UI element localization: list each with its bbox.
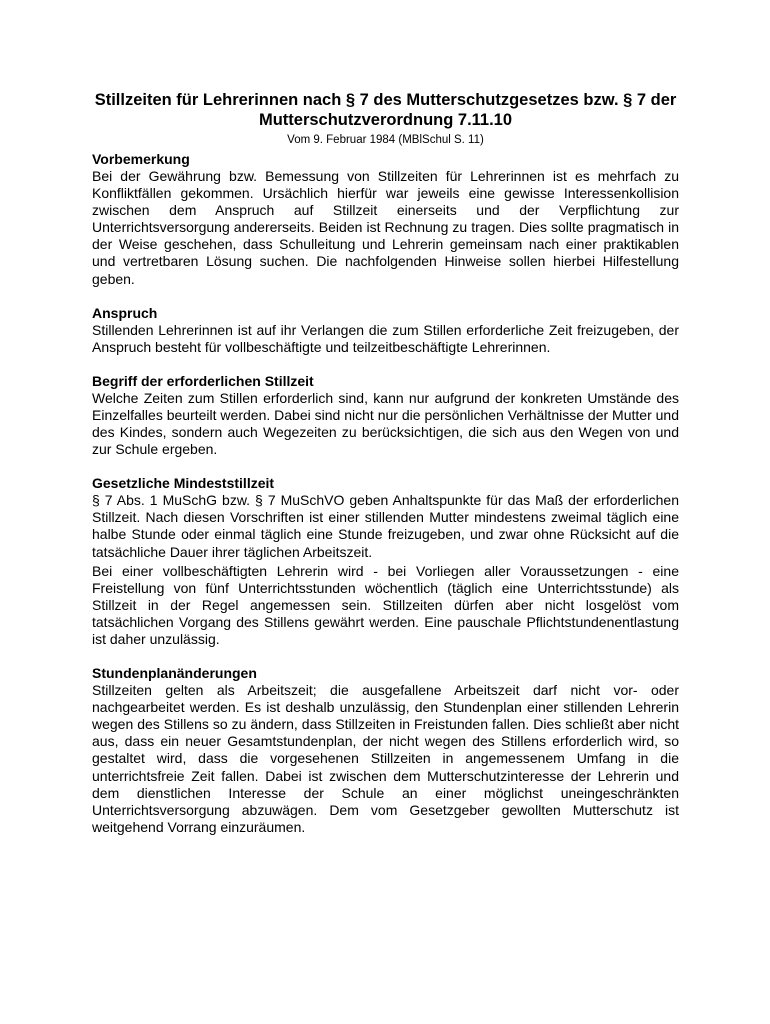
section-mindeststillzeit: [92, 475, 679, 648]
section-heading: Anspruch: [92, 304, 158, 321]
section-begriff-stillzeit: [92, 373, 679, 458]
document-subtitle: Vom 9. Februar 1984 (MBlSchul S. 11): [287, 134, 484, 146]
document-page: [92, 90, 679, 838]
section-vorbemerkung: [92, 151, 679, 288]
section-heading: Begriff der erforderlichen Stillzeit: [92, 372, 314, 389]
section-heading: Gesetzliche Mindeststillzeit: [92, 475, 275, 492]
section-heading: Vorbemerkung: [92, 151, 190, 167]
section-heading: Stundenplanänderungen: [92, 665, 257, 682]
document-title: Stillzeiten für Lehrerinnen nach § 7 des Mutterschutzgesetzes bzw. § 7 der Mutterschutzverordnung 7.11.10: [94, 91, 677, 129]
section-paragraph: Stillzeiten gelten als Arbeitszeit; die ausgefallene Arbeitszeit darf nicht vor- oder nachgearbeitet werden. Es ist deshalb unzulässig, den Stundenplan einer stillenden Lehrerin wegen des Stillens so zu ändern, dass Stillzeiten in Freistunden fallen. Dies schließt aber nicht aus, dass ein neuer Gesamtstundenplan, der nicht wegen des Stillens erforderlich wird, so gestaltet wird, dass die vorgesehenen Stillzeiten in angemessenem Umfang in die unterrichtsfreie Zeit fallen. Dabei ist zwischen dem Mutterschutzinteresse der Lehrerin und dem dienstlichen Interesse der Schule an einer möglichst uneingeschränkten Unterrichtsversorgung abzuwägen. Dem vom Gesetzgeber gewollten Mutterschutz ist weitgehend Vorrang einzuräumen.: [92, 682, 679, 835]
section-paragraph: Stillenden Lehrerinnen ist auf ihr Verlangen die zum Stillen erforderliche Zeit freizugeben, der Anspruch besteht für vollbeschäftigte und teilzeitbeschäftigte Lehrerinnen.: [92, 321, 679, 355]
section-paragraph: Bei der Gewährung bzw. Bemessung von Stillzeiten für Lehrerinnen ist es mehrfach zu Konfliktfällen gekommen. Ursächlich hierfür war jeweils eine gewisse Interessenkollision zwischen dem Anspruch auf Stillzeit einerseits und der Verpflichtung zur Unterrichtsversorgung andererseits. Beiden ist Rechnung zu tragen. Dies sollte pragmatisch in der Weise geschehen, dass Schulleitung und Lehrerin gemeinsam nach einer praktikablen und vertretbaren Lösung suchen. Die nachfolgenden Hinweise sollen hierbei Hilfestellung geben.: [92, 168, 679, 287]
section-paragraph: § 7 Abs. 1 MuSchG bzw. § 7 MuSchVO geben Anhaltspunkte für das Maß der erforderlichen Stillzeit. Nach diesen Vorschriften ist einer stillenden Mutter mindestens zweimal täglich eine halbe Stunde oder einmal täglich eine Stunde freizugeben, und zwar ohne Rücksicht auf die tatsächliche Dauer ihrer täglichen Arbeitszeit.: [92, 492, 679, 560]
section-paragraph: Welche Zeiten zum Stillen erforderlich sind, kann nur aufgrund der konkreten Umstände des Einzelfalles beurteilt werden. Dabei sind nicht nur die persönlichen Verhältnisse der Mutter und des Kindes, sondern auch Wegezeiten zu berücksichtigen, die sich aus den Wegen von und zur Schule ergeben.: [92, 389, 679, 458]
section-paragraph: Bei einer vollbeschäftigten Lehrerin wird - bei Vorliegen aller Voraussetzungen - eine Freistellung von fünf Unterrichtsstunden wöchentlich (täglich eine Unterrichtsstunde) als Stillzeit in der Regel angemessen sein. Stillzeiten dürfen aber nicht losgelöst vom tatsächlichen Vorgang des Stillens gewährt werden. Eine pauschale Pflichtstundenentlastung ist daher unzulässig.: [92, 562, 679, 647]
section-stundenplanaenderungen: [92, 665, 679, 836]
section-anspruch: [92, 305, 679, 356]
